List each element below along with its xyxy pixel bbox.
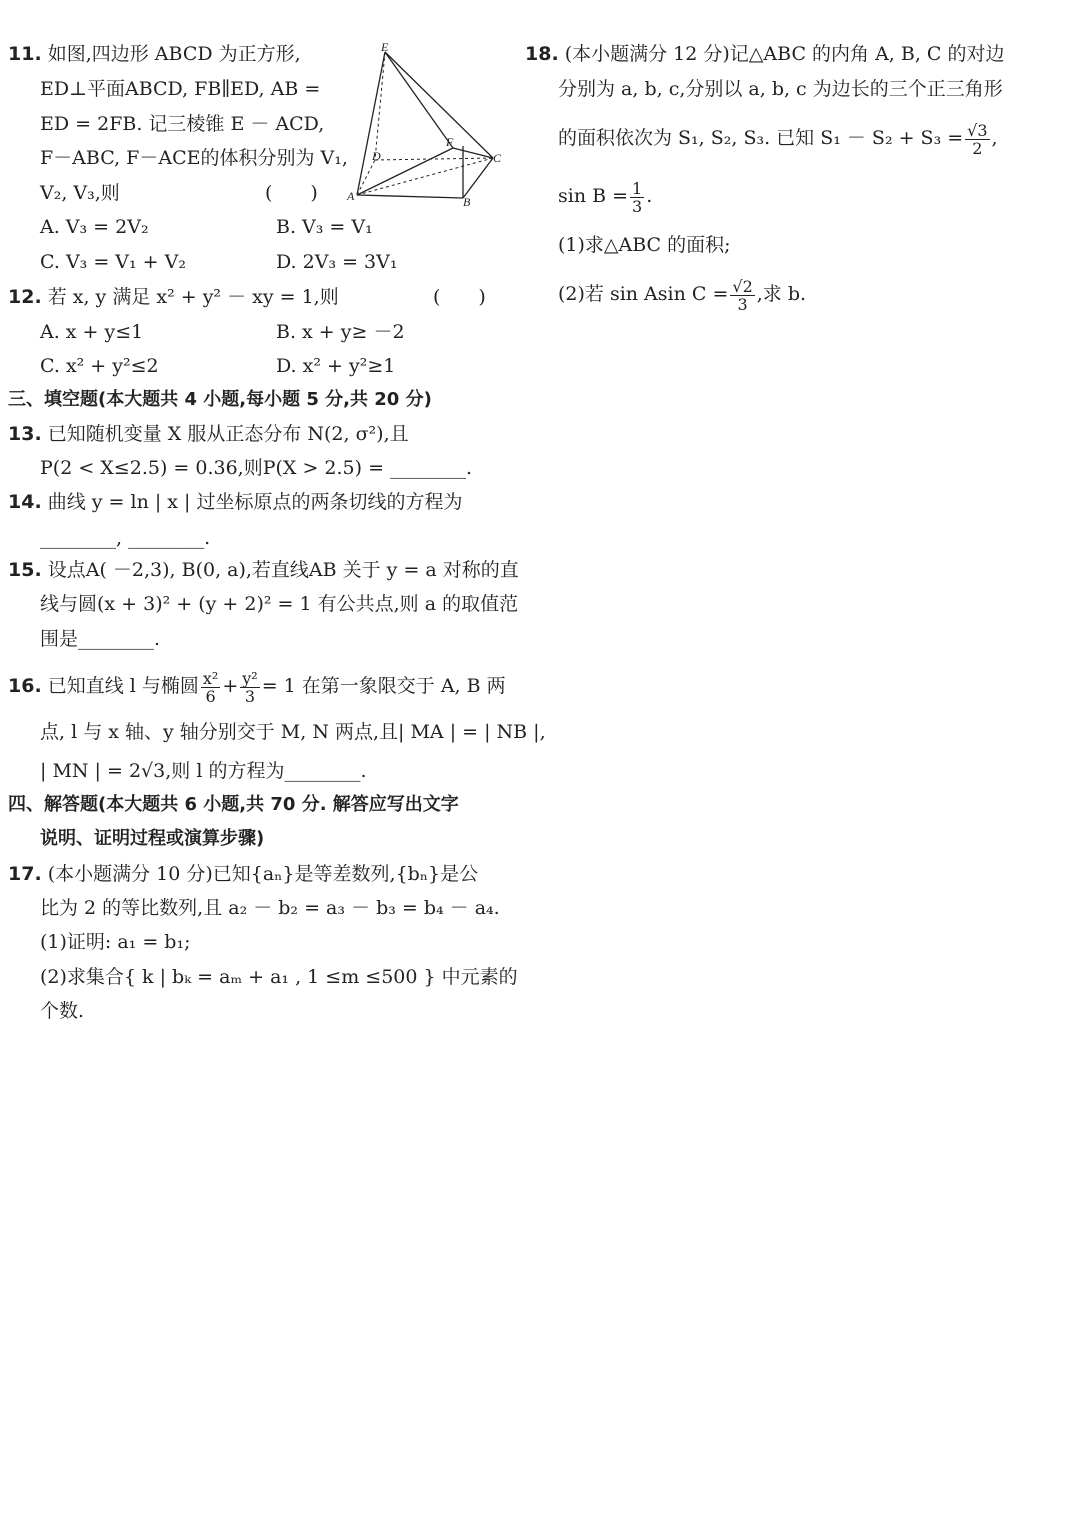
q11-text-5: V₂, V₃,则 <box>40 182 120 204</box>
q16-frac-x-num: x² <box>202 668 219 688</box>
q16-text-3: | MN | = 2√3,则 l 的方程为________. <box>40 760 367 782</box>
q18-frac2-den: 3 <box>632 196 643 216</box>
q13-text-2: P(2 < X≤2.5) = 0.36,则P(X > 2.5) = ________. <box>40 457 473 479</box>
q17-line1 <box>8 862 478 886</box>
q18-text-3b: , <box>991 127 998 149</box>
q18-line-part2 <box>558 274 806 314</box>
q17-part-1: (1)证明: a₁ = b₁; <box>40 931 191 953</box>
section-3-heading: 三、填空题(本大题共 4 小题,每小题 5 分,共 20 分) <box>8 389 432 410</box>
label-B: B <box>463 195 471 209</box>
edge-AD <box>357 160 375 195</box>
q17-part-2b: 个数. <box>40 1000 85 1022</box>
q18-fraction-sqrt3-2 <box>965 122 989 157</box>
q18-frac3-den: 3 <box>737 294 748 314</box>
edge-ED <box>375 52 385 160</box>
q13-line1 <box>8 422 409 446</box>
q11-option-a: A. V₃ = 2V₂ <box>40 216 149 238</box>
q17-part-2a: (2)求集合{ k | bₖ = aₘ + a₁ , 1 ≤m ≤500 } 中元素的 <box>40 966 518 988</box>
q18-fraction-sqrt2-3 <box>730 278 754 313</box>
q11-text-2: ED⊥平面ABCD, FB∥ED, AB = <box>40 78 321 100</box>
section-4-heading-1: 四、解答题(本大题共 6 小题,共 70 分. 解答应写出文字 <box>8 794 459 815</box>
q12-line <box>8 285 339 309</box>
q16-frac-x-den: 6 <box>205 686 216 706</box>
q11-option-b: B. V₃ = V₁ <box>276 216 373 238</box>
edge-EA <box>357 52 385 195</box>
q16-text-2: 点, l 与 x 轴、y 轴分别交于 M, N 两点,且| MA | = | NB |, <box>40 721 546 743</box>
q16-fraction-x <box>201 670 220 705</box>
q12-option-a: A. x + y≤1 <box>40 321 144 343</box>
q17-text-2: 比为 2 的等比数列,且 a₂ － b₂ = a₃ － b₃ = b₄ － a₄. <box>40 897 500 919</box>
q18-part-2a: (2)若 sin Asin C = <box>558 283 729 305</box>
edge-AB <box>357 195 463 198</box>
q13-text-1: 已知随机变量 X 服从正态分布 N(2, σ²),且 <box>47 423 409 445</box>
q11-line1 <box>8 42 301 66</box>
q18-part-1: (1)求△ABC 的面积; <box>558 234 731 256</box>
q18-line1 <box>525 42 1004 66</box>
q16-frac-y-num: y² <box>242 668 258 688</box>
q18-text-4a: sin B = <box>558 185 629 207</box>
q18-text-2: 分别为 a, b, c,分别以 a, b, c 为边长的三个正三角形 <box>558 78 1003 100</box>
q18-frac2-num: 1 <box>632 178 643 198</box>
q18-line4 <box>558 176 652 216</box>
pyramid-figure <box>345 40 505 210</box>
q12-option-d: D. x² + y²≥1 <box>276 355 396 377</box>
q11-text-4: F－ABC, F－ACE的体积分别为 V₁, <box>40 147 348 169</box>
section-4-heading-2: 说明、证明过程或演算步骤) <box>40 828 265 849</box>
q12-answer-paren: ( ) <box>433 286 486 308</box>
edge-BC <box>463 158 493 198</box>
q13-number: 13. <box>8 423 42 445</box>
q16-number: 16. <box>8 675 42 697</box>
q11-option-c: C. V₃ = V₁ + V₂ <box>40 251 186 273</box>
label-F: F <box>446 135 454 149</box>
q16-plus: + <box>222 675 239 697</box>
q16-text-1b: = 1 在第一象限交于 A, B 两 <box>261 675 506 697</box>
q12-option-c: C. x² + y²≤2 <box>40 355 159 377</box>
q11-text-3: ED = 2FB. 记三棱锥 E － ACD, <box>40 113 325 135</box>
edge-EF <box>385 52 453 148</box>
q16-frac-y-den: 3 <box>244 686 256 706</box>
q18-frac3-num: √2 <box>732 276 753 296</box>
q18-text-1: (本小题满分 12 分)记△ABC 的内角 A, B, C 的对边 <box>564 43 1005 65</box>
q12-option-b: B. x + y≥ －2 <box>276 321 405 343</box>
q11-answer-paren: ( ) <box>265 182 318 204</box>
q11-option-d: D. 2V₃ = 3V₁ <box>276 251 398 273</box>
q16-fraction-y <box>240 670 259 705</box>
q18-frac1-num: √3 <box>967 120 988 140</box>
q16-text-1a: 已知直线 l 与椭圆 <box>47 675 199 697</box>
q15-line1 <box>8 558 519 582</box>
q15-text-2: 线与圆(x + 3)² + (y + 2)² = 1 有公共点,则 a 的取值范 <box>40 593 519 615</box>
label-E: E <box>381 40 389 54</box>
q11-number: 11. <box>8 43 42 65</box>
q15-text-3: 围是________. <box>40 628 161 650</box>
q15-number: 15. <box>8 559 42 581</box>
q14-number: 14. <box>8 491 42 513</box>
label-D: D <box>372 149 381 163</box>
q18-number: 18. <box>525 43 559 65</box>
edge-DC <box>375 158 493 160</box>
q18-text-3a: 的面积依次为 S₁, S₂, S₃. 已知 S₁ － S₂ + S₃ = <box>558 127 964 149</box>
q17-number: 17. <box>8 863 42 885</box>
q16-line1 <box>8 668 506 705</box>
q14-line1 <box>8 490 462 514</box>
q18-text-4b: . <box>646 185 653 207</box>
q14-text-1: 曲线 y = ln | x | 过坐标原点的两条切线的方程为 <box>47 491 463 513</box>
q17-text-1: (本小题满分 10 分)已知{aₙ}是等差数列,{bₙ}是公 <box>47 863 479 885</box>
q12-text: 若 x, y 满足 x² + y² － xy = 1,则 <box>47 286 339 308</box>
label-C: C <box>493 151 502 165</box>
q18-part-2b: ,求 b. <box>756 283 807 305</box>
q18-fraction-1-3 <box>630 180 644 215</box>
q18-line3 <box>558 118 998 158</box>
q12-number: 12. <box>8 286 42 308</box>
edge-AC <box>357 158 493 195</box>
q11-text-1: 如图,四边形 ABCD 为正方形, <box>47 43 301 65</box>
edge-EC <box>385 52 493 158</box>
q15-text-1: 设点A( －2,3), B(0, a),若直线AB 关于 y = a 对称的直 <box>47 559 519 581</box>
q14-text-2: ________, ________. <box>40 527 211 549</box>
label-A: A <box>347 189 355 203</box>
q18-frac1-den: 2 <box>972 138 983 158</box>
